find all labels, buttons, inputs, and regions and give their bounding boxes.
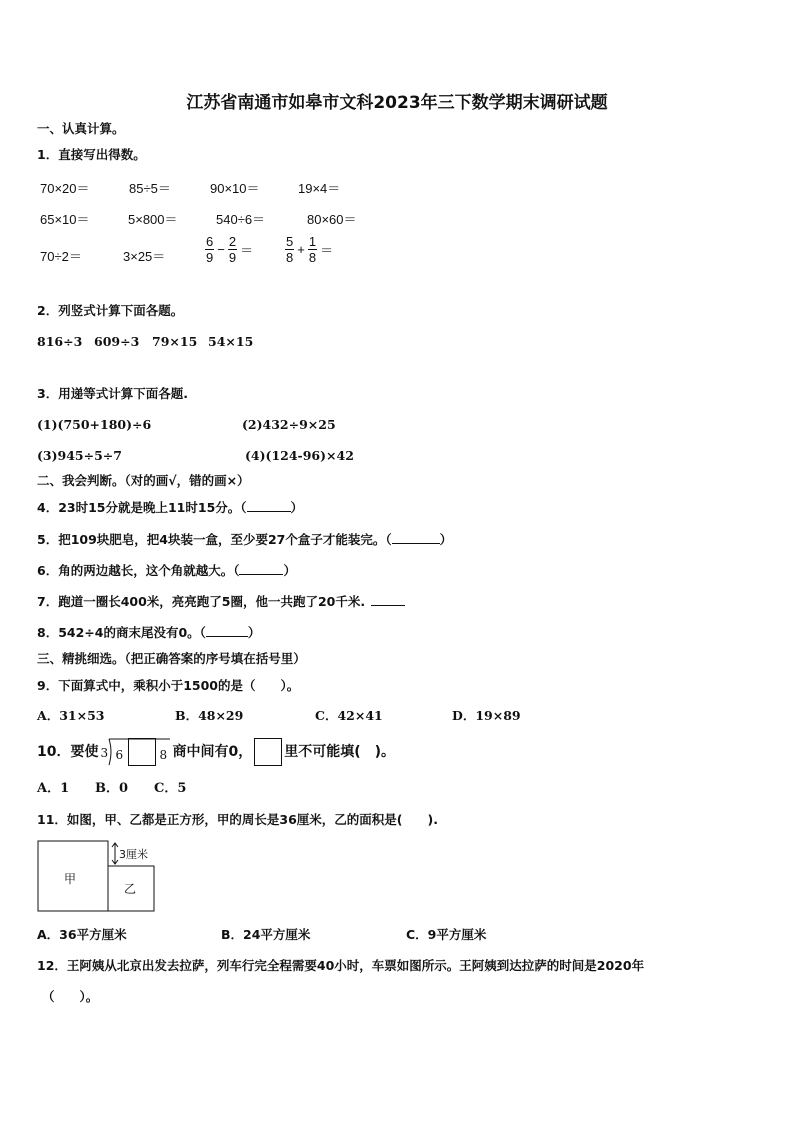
digit-box[interactable]: [254, 738, 282, 766]
question-6: 6．角的两边越长，这个角就越大。（ ）: [37, 563, 296, 578]
option-b[interactable]: B．0: [95, 781, 129, 796]
q9-options: [37, 708, 521, 724]
question-3-label: 3．用递等式计算下面各题.: [37, 386, 188, 401]
option-a[interactable]: A．1: [37, 781, 70, 796]
fraction: $\frac{5}{8}$: [286, 234, 294, 265]
square-jia-label: 甲: [64, 872, 77, 886]
question-11-label: 11．如图，甲、乙都是正方形，甲的周长是36厘米，乙的面积是( ).: [37, 812, 438, 827]
q1-item: 3×25＝: [123, 249, 166, 264]
q3-item: (3)945÷5÷7: [37, 448, 122, 463]
option-c[interactable]: C．5: [154, 781, 187, 796]
square-yi-label: 乙: [124, 882, 137, 896]
q1-item: 80×60＝: [307, 212, 357, 227]
q1-item: 65×10＝: [40, 212, 90, 227]
q2-item: 54×15: [208, 334, 254, 349]
question-8: 8．542÷4的商末尾没有0。（ ）: [37, 625, 261, 640]
page-title: 江苏省南通市如皋市文科2023年三下数学期末调研试题: [186, 93, 608, 113]
fraction: $\frac{1}{8}$: [308, 234, 317, 265]
section-1-heading: 一、认真计算。: [37, 121, 125, 136]
q2-item: 79×15: [152, 334, 198, 349]
option-b[interactable]: B．24平方厘米: [221, 927, 311, 942]
q1-item: 540÷6＝: [216, 212, 266, 227]
question-2-label: 2．列竖式计算下面各题。: [37, 303, 184, 318]
question-10: 10．要使 3 6 8 商中间有0， 里不可能填( )。: [37, 738, 395, 768]
q2-item: 816÷3: [37, 334, 83, 349]
q1-item: 5×800＝: [128, 212, 178, 227]
option-c[interactable]: C．42×41: [315, 708, 383, 723]
squares-figure: [37, 840, 159, 914]
q3-item: (4)(124-96)×42: [245, 448, 354, 463]
answer-blank[interactable]: [247, 511, 291, 512]
q3-item: (2)432÷9×25: [242, 417, 336, 432]
option-c[interactable]: C．9平方厘米: [406, 927, 487, 942]
answer-blank[interactable]: [206, 636, 248, 637]
question-5: 5．把109块肥皂，把4块装一盒，至少要27个盒子才能装完。（ ）: [37, 532, 453, 547]
digit-box[interactable]: [128, 738, 156, 766]
question-9-label: 9．下面算式中，乘积小于1500的是（ ）。: [37, 678, 300, 693]
q2-items: [37, 334, 277, 350]
section-3-heading: 三、精挑细选。（把正确答案的序号填在括号里）: [37, 651, 306, 666]
q10-options: [37, 781, 237, 797]
q3-item: (1)(750+180)÷6: [37, 417, 152, 432]
answer-blank[interactable]: [371, 605, 405, 606]
division-figure: 3 6 8: [98, 738, 172, 766]
question-4: 4．23时15分就是晚上11时15分。（ ）: [37, 500, 304, 515]
q1-item: 70×20＝: [40, 181, 90, 196]
question-12-line-1: 12．王阿姨从北京出发去拉萨，列车行完全程需要40小时，车票如图所示。王阿姨到达拉萨的时间是2020年: [37, 958, 645, 973]
q1-item: 19×4＝: [298, 181, 341, 196]
q1-row-2: [40, 209, 400, 227]
section-2-heading: 二、我会判断。（对的画√，错的画×）: [37, 473, 250, 488]
answer-blank[interactable]: [239, 574, 283, 575]
option-a[interactable]: A．36平方厘米: [37, 927, 127, 942]
question-12-line-2: （ ）。: [42, 989, 99, 1004]
q1-row-3: [40, 234, 400, 274]
q2-item: 609÷3: [94, 334, 140, 349]
dimension-label: 3厘米: [119, 848, 148, 861]
question-7: 7．跑道一圈长400米，亮亮跑了5圈，他一共跑了20千米.: [37, 594, 405, 610]
q1-item: 70÷2＝: [40, 249, 82, 264]
answer-blank[interactable]: [392, 543, 440, 544]
fraction: $\frac{6}{9}$: [206, 234, 214, 265]
q1-fraction-item: $\frac{6}{9}$ − $\frac{2}{9}$ ＝: [206, 234, 254, 265]
option-a[interactable]: A．31×53: [37, 708, 105, 723]
option-b[interactable]: B．48×29: [175, 708, 244, 723]
q1-row-1: [40, 178, 400, 196]
q1-item: 85÷5＝: [129, 181, 171, 196]
question-1-label: 1．直接写出得数。: [37, 147, 146, 162]
fraction: $\frac{2}{9}$: [228, 234, 237, 265]
q1-fraction-item: $\frac{5}{8}$ + $\frac{1}{8}$ ＝: [286, 234, 334, 265]
q11-options: [37, 927, 517, 943]
q1-item: 90×10＝: [210, 181, 260, 196]
option-d[interactable]: D．19×89: [452, 708, 521, 723]
